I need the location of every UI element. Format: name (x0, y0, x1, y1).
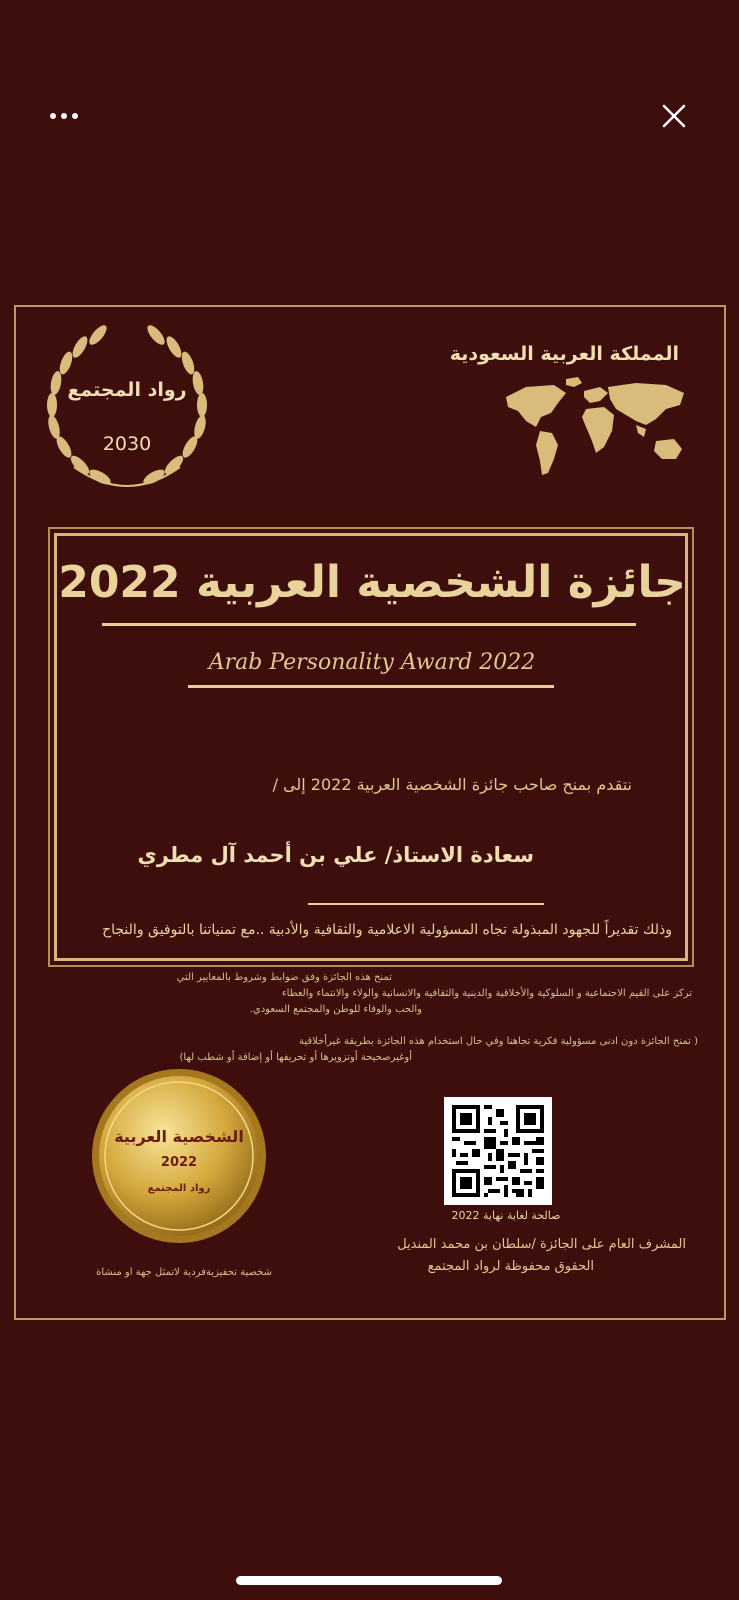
disclaimer-line: أوغيرصحيحة أوتزويرها أو تحريفها أو إضافة أو شطب لها) (179, 1052, 412, 1063)
divider-line (188, 685, 554, 688)
medal-subtitle: رواد المجتمع (147, 1183, 211, 1194)
validity-text: صالحة لغاية نهاية 2022 (451, 1209, 561, 1222)
grant-line: نتقدم بمنح صاحب جائزة الشخصية العربية 2022 إلى / (272, 775, 632, 794)
divider-line (102, 623, 636, 626)
certificate (14, 305, 726, 1320)
conditions-line: والحب والوفاء للوطن والمجتمع السعودي. (249, 1004, 422, 1015)
disclaimer-line: ( تمنح الجائزة دون ادنى مسؤولية فكرية تجاهنا وفي حال استخدام هذه الجائزة بطريقة غيرأخلاقية (298, 1036, 698, 1047)
rights-line: الحقوق محفوظة لرواد المجتمع (427, 1259, 594, 1274)
qr-code[interactable] (444, 1097, 552, 1205)
close-icon (658, 100, 694, 136)
appreciation-text: وذلك تقديراً للجهود المبذولة تجاه المسؤولية الاعلامية والثقافية والأدبية ..مع تمنياتنا بالتوفيق والنجاح (102, 922, 672, 938)
wreath-year: 2030 (102, 433, 152, 455)
medal-year: 2022 (160, 1155, 198, 1170)
wreath-emblem (34, 317, 220, 503)
wreath-title: رواد المجتمع (67, 379, 187, 401)
supervisor-line: المشرف العام على الجائزة /سلطان بن محمد المنديل (397, 1237, 686, 1252)
more-options-button[interactable] (44, 100, 84, 136)
signature-line (308, 903, 544, 905)
home-indicator[interactable] (236, 1576, 502, 1585)
conditions-line: تركز على القيم الاجتماعية و السلوكية والأخلاقية والدينية والثقافية والانسانية والولاء والانتماء والعطاء (281, 988, 692, 999)
gold-medal (90, 1067, 268, 1245)
medal-note: شخصية تحفيزيةفردية لاتمثل جهة او منشاة (96, 1267, 272, 1278)
award-title-english: Arab Personality Award 2022 (208, 650, 536, 675)
country-title: المملكة العربية السعودية (449, 343, 679, 365)
world-map-icon (496, 375, 696, 485)
close-button[interactable] (658, 100, 694, 136)
award-title-arabic: جائزة الشخصية العربية 2022 (58, 557, 686, 608)
conditions-line: تمنح هذه الجائزة وفق ضوابط وشروط بالمعايير التي (176, 972, 392, 983)
medal-title: الشخصية العربية (114, 1127, 244, 1146)
ellipsis-icon (44, 100, 84, 136)
recipient-name: سعادة الاستاذ/ علي بن أحمد آل مطري (137, 843, 534, 867)
